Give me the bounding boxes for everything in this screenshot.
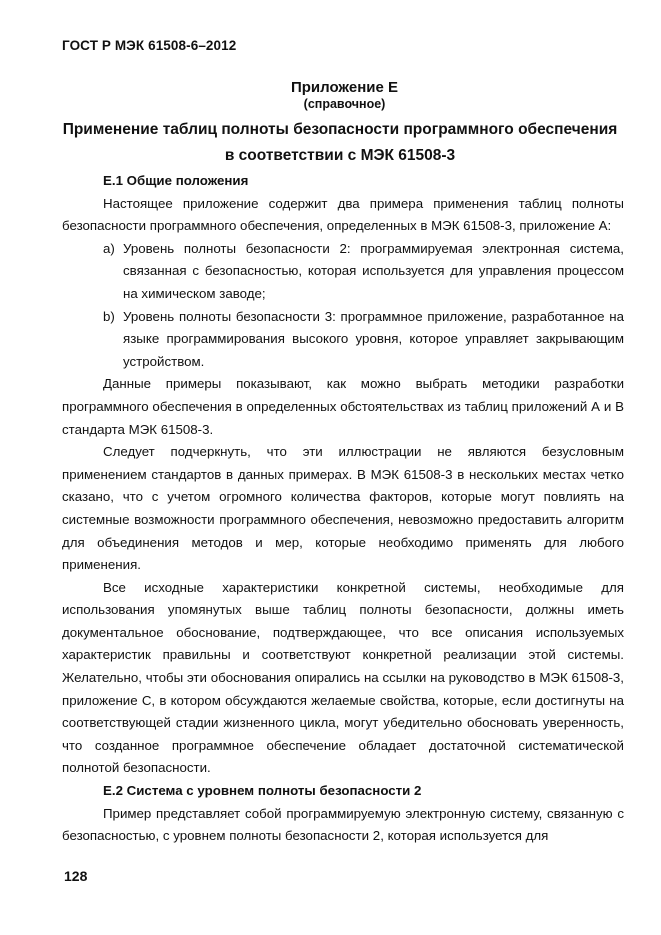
list-marker: a): [103, 240, 115, 256]
appendix-subtitle: (справочное): [303, 97, 386, 111]
section-heading-e1: Е.1 Общие положения: [103, 173, 249, 188]
paragraph-examples: Данные примеры показывают, как можно выбрать методики разработки программного обеспечения в определенных обстоятельствах из таблиц приложений А и В стандарта МЭК 61508-3.: [62, 376, 624, 437]
list-item-b: [103, 306, 624, 374]
list-item-a: [103, 238, 624, 306]
list-marker: b): [103, 308, 115, 324]
paragraph-emphasis: Следует подчеркнуть, что эти иллюстрации не являются безусловным применением стандартов в данных примерах. В МЭК 61508-3 в нескольких местах четко сказано, что с учетом огромного количества факторов, которые могут повлиять на системные возможности программного обеспечения, невозможно предоставить алгоритм для объединения методов и мер, которые необходимо применять для любого применения.: [62, 444, 624, 573]
paragraph-characteristics: Все исходные характеристики конкретной системы, необходимые для использования упомянутых выше таблиц полноты безопасности, должны иметь документальное обоснование, подтверждающее, что все описания используемых характеристик правильны и соответствуют конкретной реализации этой системы. Желательно, чтобы эти обоснования опирались на ссылки на руководство в МЭК 61508-3, приложение С, в котором обсуждаются желаемые свойства, которые, если достигнуты на соответствующей стадии жизненного цикла, могут убедительно обосновать уверенность, что созданное программное обеспечение обладает достаточной систематической полнотой безопасности.: [62, 579, 624, 776]
page-number: 128: [64, 868, 88, 884]
appendix-heading: [40, 117, 640, 169]
document-body: [62, 170, 624, 848]
paragraph-intro: Настоящее приложение содержит два примера применения таблиц полноты безопасности программного обеспечения, определенных в МЭК 61508-3, приложение А:: [62, 195, 624, 234]
document-header: ГОСТ Р МЭК 61508-6–2012: [62, 38, 237, 53]
list-item-text: Уровень полноты безопасности 2: программируемая электронная система, связанная с безопасностью, которая используется для управления процессом на химическом заводе;: [123, 240, 624, 301]
section-heading-e2: Е.2 Система с уровнем полноты безопасности 2: [103, 783, 422, 799]
appendix-title: Приложение Е: [290, 79, 399, 96]
paragraph-e2: Пример представляет собой программируемую электронную систему, связанную с безопасностью, с уровнем полноты безопасности 2, которая используется для: [62, 805, 624, 844]
appendix-heading-line2: в соответствии с МЭК 61508-3: [224, 147, 456, 164]
appendix-heading-line1: Применение таблиц полноты безопасности программного обеспечения: [62, 121, 618, 138]
list-item-text: Уровень полноты безопасности 3: программное приложение, разработанное на языке программирования высокого уровня, которое управляет закрывающим устройством.: [123, 308, 624, 369]
